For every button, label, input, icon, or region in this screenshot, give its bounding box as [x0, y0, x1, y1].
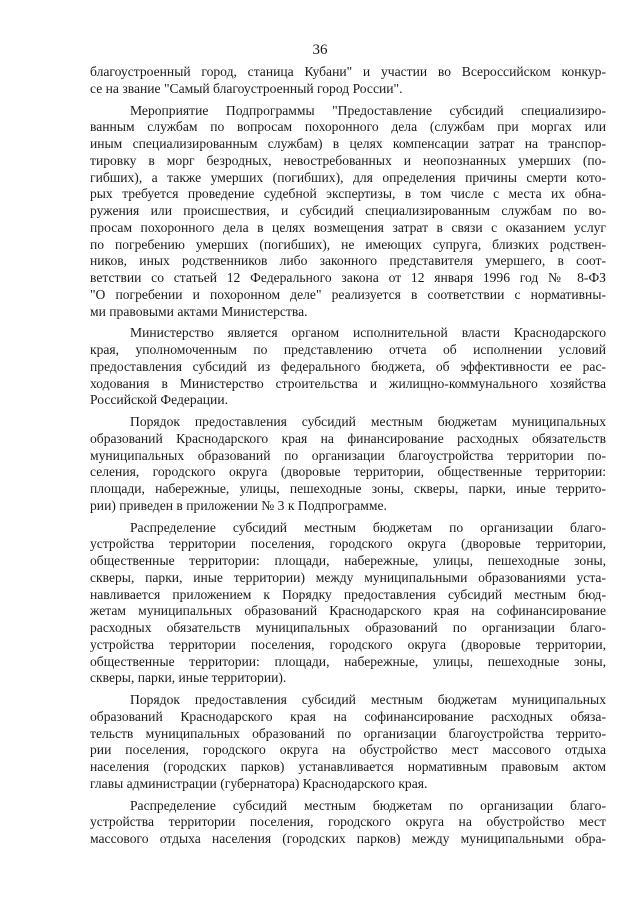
- text-line: ветствии со статьей 12 Федерального закона от 12 января 1996 год № 8-ФЗ: [90, 270, 606, 285]
- text-line: скверы, парки, иные территории) между муниципальными образованиями уста-: [90, 569, 606, 585]
- text-line: общественные территории: площади, набережные, улицы, пешеходные зоны,: [90, 553, 606, 568]
- paragraph: [90, 64, 606, 98]
- text-line: Порядок предоставления субсидий местным бюджетам муниципальных: [130, 692, 606, 707]
- text-line: тельств муниципальных образований по организации благоустройства террито-: [90, 725, 606, 741]
- paragraph: [90, 103, 606, 321]
- text-line: Распределение субсидий местным бюджетам по организации благо-: [130, 797, 606, 813]
- text-line: населения (городских парков) устанавливается нормативным правовым актом: [90, 759, 606, 774]
- text-line: Мероприятие Подпрограммы "Предоставление субсидий специализиро-: [130, 102, 606, 118]
- text-line: массового отдыха населения (городских парков) между муниципальными обра-: [90, 831, 606, 846]
- text-line: просам похоронного дела в целях возмещения затрат в связи с оказанием услуг: [90, 219, 606, 235]
- text-line: образований Краснодарского края на софинансирование расходных обяза-: [90, 708, 606, 724]
- text-line: по погребению умерших (погибших), не имеющих супруга, близких родствен-: [90, 236, 606, 252]
- text-line: ванным службам по вопросам похоронного дела (службам при моргах или: [90, 119, 606, 135]
- text-line: иным специализированным службам) в целях компенсации затрат на транспор-: [90, 136, 606, 151]
- text-line: рых требуется проведение судебной экспертизы, в том числе с места их обна-: [90, 186, 606, 202]
- text-line: Распределение субсидий местным бюджетам по организации благо-: [130, 519, 606, 535]
- text-line: "О погребении и похоронном деле" реализуется в соответствии с нормативны-: [90, 286, 606, 302]
- text-line: ружения или происшествия, и субсидий специализированным службам по во-: [90, 203, 606, 218]
- text-line: образований Краснодарского края на финансирование расходных обязательств: [90, 430, 606, 446]
- document-body: [90, 64, 606, 853]
- text-line: се на звание "Самый благоустроенный город России".: [90, 80, 403, 96]
- paragraph: [90, 414, 606, 515]
- text-line: селения, городского округа (дворовые территории, общественные территории:: [90, 464, 606, 480]
- page-number: 36: [312, 42, 328, 58]
- text-line: навливается приложением к Порядку предоставления субсидий местным бюд-: [90, 586, 606, 602]
- text-line: предоставления субсидий из федерального бюджета, об эффективности ее рас-: [90, 358, 606, 374]
- text-line: благоустроенный город, станица Кубани" и участии во Всероссийском конкур-: [90, 64, 606, 79]
- text-line: края, уполномоченным по представлению отчета об исполнении условий: [90, 342, 606, 357]
- paragraph: [90, 325, 606, 409]
- text-line: главы администрации (губернатора) Краснодарского края.: [90, 775, 428, 791]
- text-line: Порядок предоставления субсидий местным бюджетам муниципальных: [130, 414, 606, 429]
- paragraph: [90, 798, 606, 848]
- text-line: муниципальных образований по организации благоустройства территории по-: [90, 447, 606, 463]
- text-line: Российской Федерации.: [90, 392, 228, 408]
- text-line: тировку в морг безродных, невостребованных и неопознанных умерших (по-: [90, 152, 606, 168]
- text-line: расходных обязательств муниципальных образований по организации благо-: [90, 620, 606, 635]
- text-line: ников, иных родственников либо законного представителя умершего, в соот-: [90, 253, 606, 269]
- text-line: скверы, парки, иные территории).: [90, 670, 287, 686]
- text-line: устройства территории поселения, городского округа (дворовые территории,: [90, 536, 606, 552]
- text-line: жетам муниципальных образований Краснодарского края на софинансирование: [90, 603, 606, 619]
- paragraph: [90, 520, 606, 688]
- text-line: ми правовыми актами Министерства.: [90, 303, 308, 319]
- text-line: рии) приведен в приложении № 3 к Подпрограмме.: [90, 497, 387, 513]
- text-line: площади, набережные, улицы, пешеходные зоны, скверы, парки, иные террито-: [90, 481, 606, 496]
- text-line: ходования в Министерство строительства и жилищно-коммунального хозяйства: [90, 375, 606, 391]
- text-line: гибших), а также умерших (погибших), для определения причины смерти кото-: [90, 169, 606, 185]
- text-line: рии поселения, городского округа на обустройство мест массового отдыха: [90, 742, 606, 758]
- text-line: общественные территории: площади, набережные, улицы, пешеходные зоны,: [90, 653, 606, 669]
- text-line: Министерство является органом исполнительной власти Краснодарского: [130, 325, 606, 341]
- text-line: устройства территории поселения, городского округа (дворовые территории,: [90, 636, 606, 652]
- paragraph: [90, 692, 606, 793]
- text-line: устройства территории поселения, городского округа на обустройство мест: [90, 814, 606, 830]
